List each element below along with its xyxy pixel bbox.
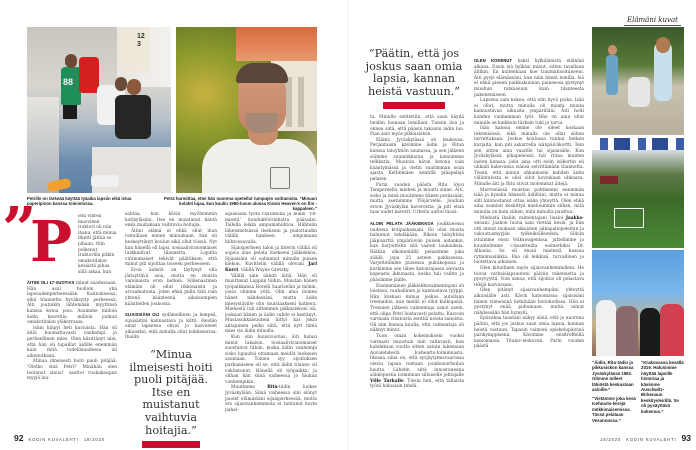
paragraph: Sijaisperheen talon ja liiterin välillä oli sopiva alue pelata itsekseni jääkiekkoa. Sijaisisäni oli sahannut minulle puisen kiekon. Kuvittelin välillä olevani Jari Kurri, välillä Wayne Gretzky. <box>225 245 317 273</box>
sidebar-photo-football-field <box>592 150 684 248</box>
paragraph: sahtaa, kun kävin myöhemmin kotikyläsäni. Itse en muistanut häntä enkä muitakaan vaihtuvia hoitajia. <box>125 212 217 229</box>
issue-number: 18/2020 <box>600 437 622 442</box>
pull-quote-right: “Päätin, että jos joskus saan omia lapsia, kannan heistä vastuun.” <box>365 47 463 98</box>
paragraph: Miehistä ihailin valmentajani Iisaloi Jaakko-enoani. Jaakon luona sain viettää kesiä, ja hän otti minut mukaan aikuisten jalkapallopeleihin ja vakuutusmyyjän työkeikoilleenkin. Silloin istuimme enon Volkswagenissa, juttelimme ja kuuntelimme c-kasetteilta esimerkiksi Dr. Albania. Se oli enoni mielestä hassua rytmimusiikkia. Eno oli leikkisä, turvallinen ja luotettava aikuinen. <box>474 215 584 266</box>
paragraph: Äitini elämä ei ehkä ollut ihan raiteillaan ennen minuakaan, hän oli keskeyttänyt koulun eikä ollut töissä. Nyt kun hänellä oli lapsi, sosiaaliviranomaiset tarkkailivat tilannetta. Lopulta viranomaiset tekivät päätöksen, että minut piti sijoittaa toiseen perheeseen. <box>125 228 218 268</box>
paragraph: ÄITINI OLI 17-VUOTIAS minut saadessaan. Hän asui tuolloin yhä lapsuudenperheessään Kannuksessa, eikä tilannetta hyväksytty perheessä. Äiti joutuikin lähtemään myyttinsä kanssa kotoa pois. Asuimme milloin äidin kaverilla, milloin jonkun omakotitalon yläkerrassa. <box>27 280 117 326</box>
article-column-5 <box>474 58 584 424</box>
paragraph: Kun olin kuusivuotias, äiti halusi minut takaisin. Sosiaaliviranomaiset suostuivat tähän, koska äidin vanhempi sisko lupautui ottamaan meidät luokseen asumaan. Toinen syy sijoituksen purkamiseen oli se, että äidin tilanne oli vakiintunut. Hänellä oli työpaikka, ja olihan hän siinä vaiheessa jo hiukan vanhempikin. <box>225 335 317 385</box>
folio-left <box>14 434 105 444</box>
pull-quote-bar <box>383 102 445 109</box>
paragraph: Isän kanssa emme ole olleet koskaan tekemisissä, eikä minulla ole ollut siihen tarvettakaan. Joskus koulussa tunnui hetken kurjalta, kun piti askarrella isänpäiväkortti. Tein sen sitten aina vaarille tai sijaisisälle. Kun Jyväskylässä pihapeleissä tuli riitaa muiden lasten kanssa, joku aina otti esiin isäkortin eli uhkaili hakevansa isänsä selvittämään tilannetta. Tiesin, että minun uhkaukseni kahden äidin väliintulosta ei olisi ollut kovinkaan uhkaava. Minulle äiti ja Ritu olivat molemmat äitejä. <box>474 126 584 188</box>
paragraph: Tuon oman kokemukseni vuoksi varmasti innostuin niin valtavasti, kun kahdeksan vuotta sitten satuin lukemaan Auvalehdestä Icehearts-toiminnasta. Ideana siinä on, että syrjäytymisvaarassa olevia lapsia tuetaan joukkueurheilun kautta. Lähetin siitä innostuneena sähköpostia toiminnan silloiselle johtajalle Ville Turkalle. Tiesin heti, että tällaista työtä haluaisin tehdä. <box>370 333 464 390</box>
paragraph: ta. Minulle selitettiin, että saan käydä heidän luonaan lomillani. Tunsin iloa ja onnea siitä, että pääsin takaisin äidin luo. Pian sain myös pikkusiskon. <box>370 115 464 138</box>
paragraph: Lapsena sain kokea, että olin hyvä poika. Isää ei ollut, mutta minulla oli monta muuta kannustavaa aikuista ympärilläni. Äiti hoiti kahden vanhemman työt. Hän on aina ollut minulle se kaikkein tärkein tuki ja turva. <box>474 98 584 126</box>
paragraph: Eron äidistä on täytynyt olla järisyttävä asia, mutta en muista varsinaista eron hetkeä. Siihenastinen elämäni oli ollut rikkonaista ja arvaamatonta, joten ehkä pidin tätä vain yhtenä käänteenä aikaisempien käänteiden joukossa. <box>125 267 217 307</box>
photo-portrait-petri <box>176 27 317 193</box>
paragraph: OLEN KOKENUT kaksi hylkäämistä elämäni alkana. Ensin isä hylkäsi minut, sitten tavallaan äitikin. En kuitenkaan koe traumatisoituneeni. Äiti pysyi elämässäni, kun näin häntä lomilla. Isä ei ehkä pienen paikkakunnan paineessa pystynyt muuhun ratkaisuun kuin tilanteesta pakenemiseen. <box>474 58 584 98</box>
paragraph: Parin vuoden päästä Ritu löysi Tampereelta miehen ja muutti sinne. Äiti, sisko ja minä muutimme hänen perässään, mutta asetuimme Ylöjärvelle. Jouduin eroon Jyväskylän kavereista, ja piti etsiä taas uudet kaverit. Urheilu auttoi tässä. <box>370 182 464 216</box>
drop-letter: P <box>30 209 73 275</box>
folio-right <box>600 434 691 444</box>
page-number: 92 <box>14 433 24 443</box>
sidebar-caption-1: “Äidin, Ritu-tädin ja pikkusiskon kanssa Jyväskylässä 1982. Olimme tulleet lähiöstä keskustaan asioille.” <box>592 360 634 393</box>
jersey-number: 88 <box>63 77 74 87</box>
pull-quote-bar <box>142 441 200 448</box>
drop-quote-mark: ” <box>2 195 37 265</box>
paragraph: Elämä Jyväskylässä oli mukavaa. Perjantaisin kävimme äidin ja Ritun kanssa taloyhtiön saunassa, ja sen jälkeen söimme suunnikkaraa ja katsoimme telkkaria. Muutoin kävin kotona vain kääntymässä ja vietin suurimman osan ajasta Keltinmäen kentillä pihapelejä pelaten. <box>370 137 464 182</box>
photo2-caption: Peträ harmittaa, ettei hän nuorena opetellut rumpujen soittamista. “Minuun kolahti lujaa, kun kuulin 1980-luvun alussa Kissin Heaven’s on fire -kappaleen.” <box>163 196 317 212</box>
paragraph: Välillä sain nähdä äitiä. Hän oli muuttanut Lappiin töihin. Muistan hänen työpaikkansa Hotelli Saariselän ja mökin, jossa olimme yötä. Olin aina iloinen hänet nähdessäni, mutta äidin miesystäville olin muistaakseni katkera. Miehestä tuli sittemmin pikkusiskoni isä, joskaan hänen ja äidin suhde ei kestänyt. Mustasukkaisuuteni liittyi kai jokin alitajuinen pelko siitä, että nytt tämä mies vie äidin minulta. <box>225 273 317 335</box>
page-number: 93 <box>681 433 691 443</box>
issue-number: 18/2020 <box>83 437 105 442</box>
scoreboard-digits: 123 <box>137 33 145 48</box>
sidebar-photo-krakow <box>592 250 684 356</box>
paragraph: Minua ilmeisesti hoiti puoli pitäjää. ’Oletko sinä Petri? Minähän olen hoitanut sinua!’ saattoi ruokakaupan myyjä lau- <box>27 359 117 382</box>
magazine-name: KODIN KUVALEHTI <box>626 437 677 442</box>
intro-paragraph: ieni vihreä muovinen traktori oli niin ihana, että minua itketti jättää se pihaan. Olin polkenut traktorilla pitkin omakotitalon kesäistä pihaa sillä aikaa, kun <box>78 214 117 275</box>
sidebar-caption-3: “Krakovassa kesällä 2019. Halusimme näyttää lapsille historiaa ja kävimme Auschwitz-Birkenaun keskitysleirillä. Se oli pysäyttävä kokemus.” <box>641 360 684 414</box>
intro-text <box>78 214 117 276</box>
page-gutter <box>347 0 349 450</box>
sidebar-photo-pattern <box>592 138 684 150</box>
paragraph: Isäni häipyi heti kuvioista. Hän oli äitiä huomattavasti vanhempi ja perheellinen mies. Olen käsittänyt niin, että hän oli lupaillut äidille enemmän kuin mitä todellisuudessa oli aikonutkaan. <box>27 325 117 359</box>
sidebar-photo-park <box>592 27 684 135</box>
article-column-1 <box>27 280 117 424</box>
paragraph: Ensimmäinen jääkiekkovalmentajani oli loistava, rauhallinen ja kannustava tyyppi. Hän kuskasi minua joskus autollaan treeneihin, kun meillä ei ollut kulkupeliä. Treenien jälkeen valmentaja sanoi usein, että olipa Petri loistavasti pelattu. Kasvoin varmaan viisitoista senttiä noista sanoista. Oli niin hienoa kuulla, että valmentaja oli nähnyt minut. <box>370 283 464 334</box>
article-column-2 <box>125 212 218 437</box>
paragraph: SIJAISISÄNI OLI sydämellinen ja lempeä, sijaisäitini kannustava ja kiltti. Heidän omat lapsensa olivat jo kasvaneet aikuisiksi, eikä minulla ollut leikkiseuraa. Ihailin <box>125 312 217 341</box>
paragraph: Olen pitänyt sijaisvanhempiini yhteyttä aikuisiälle asti. Kävin katsomassa sijaisisäni hänen viimeisinä hetkinään hoitokodissa. Hän ei pystynyt enää puhumaan, mutta minut nähdessään hän hymyili. <box>474 288 584 316</box>
paragraph: Olen kiitollinen myös sijaisvanhemmilleni. He toivat varhaislapsuuteni päiviin rakennetta ja pysyvyyttä. Voin sanoa, että sijoitus oli pelastava tekijä kasvussani. <box>474 265 584 288</box>
photo1-caption: Petrille on tärkeää käyttää tyäaika lapsiin eikä istua paperipinon kanssa toimistossa. <box>27 196 132 207</box>
article-column-3 <box>225 212 317 424</box>
pull-quote-left: “Minua ilmeisesti hoiti puoli pitäjää. Itse en muistanut vaihtuvia hoitajia.” <box>129 348 213 437</box>
paragraph: Murrosiässä muistan pohtineeni enemmän isää ja kyselin hänestä äidiltäni, mutta ei minua silti kiinnostanut ottaa isään yhteyttä. Olen ehkä aina osannut keskittyä mieluummin siihen, mitä minulla on kuin siihen, mitä minulta puuttuu. <box>474 187 584 216</box>
paragraph: Epävakaa taustani näkyy siinä, että jo nuorena päätin, että jos joskus saan omia lapsia, kannan heistä vastuun. Tapasin vaimoni opiskelupäivinä parikymppisenä. Kävimme ensitreffeillä katsomassa Titanic-elokuvan. Parin vuoden päästä <box>474 316 584 350</box>
article-column-4 <box>362 48 466 424</box>
magazine-name: KODIN KUVALEHTI <box>28 437 79 442</box>
paragraph: Muutimme Ritu-tädin luokse Jyväskylään. Siinä vaiheessa olin elänyt puolet elämästäni sijaisperheessä, mutta ero sijaisvanhemmista ei tuntunut kovin pahal- <box>225 385 317 413</box>
paragraph: ALOIN PELATA JÄÄKIEKKOA joukkueessa uudessa kotipaikassani. En olisi muuta halunnut tehdäkään. Rikoin taloyhtiön jääpisarttä ympäröivän puisen aidankin, kun harjoittelin sitä vasten laukauksia. Räikän ulkokentällä pelasimme joka säällä, jopa 25 asteen pakkasessa. Varjottelimme puisessa pukukopissa ja kurkimme sen lähes katonrajassa olevasta kapeasta ikkunasta, koska tuli vaihto ja pääsimme jäälle. <box>370 221 464 283</box>
sidebar-tag: Elämäni kuvat <box>624 16 681 26</box>
sidebar-caption-2: “Vietämme joka kesä Icehearts-leirejä mökkimaisemissa. Tässä pelataan Vesannossa.” <box>592 396 636 423</box>
paragraph: sijaisisäni työtä rautateillä ja leikin ’VR-miestä’ konduktöörinhattu päässäni. Tallella leikin ampumahiihtoa. Hiihtelin läheismetsässä itsekseni ja pudottaudin välillä hankeen ampumaan hiihtosauvalla. <box>225 212 317 245</box>
photo-floorball-kids <box>27 27 171 193</box>
